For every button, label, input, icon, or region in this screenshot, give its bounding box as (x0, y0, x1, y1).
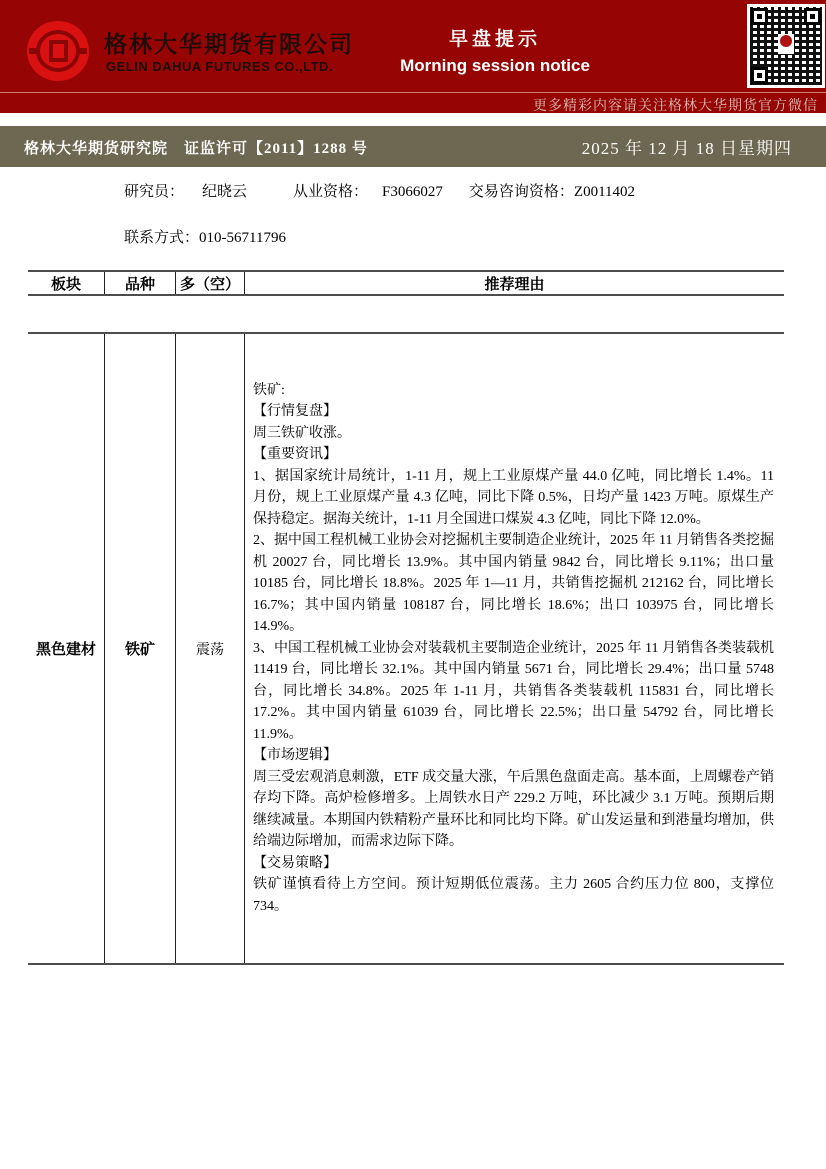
researcher-line (124, 180, 635, 201)
header-cell-sector: 板块 (50, 276, 81, 293)
qualification-label: 从业资格： (293, 184, 369, 200)
contact-label: 联系方式： (124, 230, 200, 246)
company-name-en: GELIN DAHUA FUTURES CO.,LTD. (106, 59, 334, 74)
qr-finder-icon (804, 8, 821, 25)
cell-reason (244, 334, 784, 963)
table-header-row (28, 270, 784, 296)
qr-center-logo-icon (778, 34, 794, 54)
reason-paragraph: 3、中国工程机械工业协会对装载机主要制造企业统计，2025 年 11 月销售各类装载机 11419 台，同比增长 32.1%。其中国内销量 5671 台，同比增长 29.4%；出口量 5748 台，同比增长 34.8%。2025 年 1-11 月，共销售各类装载机 115831 台，同比增长 17.2%。其中国内销量 61039 台，同比增长 22.5%；出口量 54792 台，同比增长 11.9%。 (253, 640, 774, 742)
reason-paragraph: 【重要资讯】 (253, 447, 337, 463)
qr-finder-icon (751, 67, 768, 84)
subheader-bar (0, 126, 826, 167)
advisory-no: Z0011402 (573, 184, 636, 200)
reason-paragraph: 【市场逻辑】 (253, 748, 337, 764)
table-row (28, 332, 784, 965)
page-title-en: Morning session notice (400, 56, 590, 75)
page-title: 早盘提示 (448, 29, 541, 50)
qualification-no: F3066027 (382, 184, 443, 200)
researcher-name: 纪晓云 (202, 184, 248, 200)
report-date: 2025 年 12 月 18 日星期四 (581, 139, 792, 158)
header-cell-variety: 品种 (104, 272, 175, 294)
company-name: 格林大华期货有限公司 (104, 31, 354, 57)
header-cell-reason: 推荐理由 (244, 272, 784, 294)
advisory-label: 交易咨询资格： (468, 184, 574, 200)
researcher-label: 研究员： (124, 184, 185, 200)
reason-paragraph: 铁矿谨慎看待上方空间。预计短期低位震荡。主力 2605 合约压力位 800，支撑位 734。 (253, 877, 774, 914)
institute-license: 格林大华期货研究院 证监许可【2011】1288 号 (24, 141, 368, 157)
wechat-slogan: 更多精彩内容请关注格林大华期货官方微信 (533, 99, 818, 114)
qr-finder-icon (751, 8, 768, 25)
reason-paragraph: 1、据国家统计局统计，1-11 月，规上工业原煤产量 44.0 亿吨，同比增长 1.4%。11 月份，规上工业原煤产量 4.3 亿吨，同比下降 0.5%，日均产量 1423 万吨。原煤生产保持稳定。据海关统计，1-11 月全国进口煤炭 4.3 亿吨，同比下降 12.0%。 (253, 468, 774, 527)
cell-sector: 黑色建材 (35, 642, 96, 658)
cell-direction: 震荡 (175, 334, 244, 963)
reason-paragraph: 【交易策略】 (253, 855, 337, 871)
header-cell-direction: 多（空） (175, 272, 244, 294)
reason-paragraph: 【行情复盘】 (253, 404, 337, 420)
contact-no: 010-56711796 (199, 230, 286, 246)
reason-paragraph: 周三铁矿收涨。 (253, 425, 351, 441)
reason-paragraph: 周三受宏观消息刺激，ETF 成交量大涨，午后黑色盘面走高。基本面，上周螺卷产销存均下降。高炉检修增多。上周铁水日产 229.2 万吨，环比减少 3.1 万吨。预期后期继续减量。本期国内铁精粉产量环比和同比均下降。矿山发运量和到港量均增加，供给端边际增加，而需求边际下降。 (253, 769, 774, 850)
reason-paragraph: 铁矿: (253, 382, 285, 398)
contact-line (124, 226, 286, 247)
header-banner (0, 0, 826, 113)
reason-paragraph: 2、据中国工程机械工业协会对挖掘机主要制造企业统计，2025 年 11 月销售各类挖掘机 20027 台，同比增长 13.9%。其中国内销量 9842 台，同比增长 9.11%；出口量 10185 台，同比增长 18.8%。2025 年 1—11 月，共销售挖掘机 212162 台，同比增长 16.7%；其中国内销量 108187 台，同比增长 18.6%；出口 103975 台，同比增长 14.9%。 (253, 533, 774, 635)
cell-variety: 铁矿 (104, 334, 175, 963)
banner-divider (0, 92, 826, 93)
qr-code-icon (747, 4, 825, 88)
